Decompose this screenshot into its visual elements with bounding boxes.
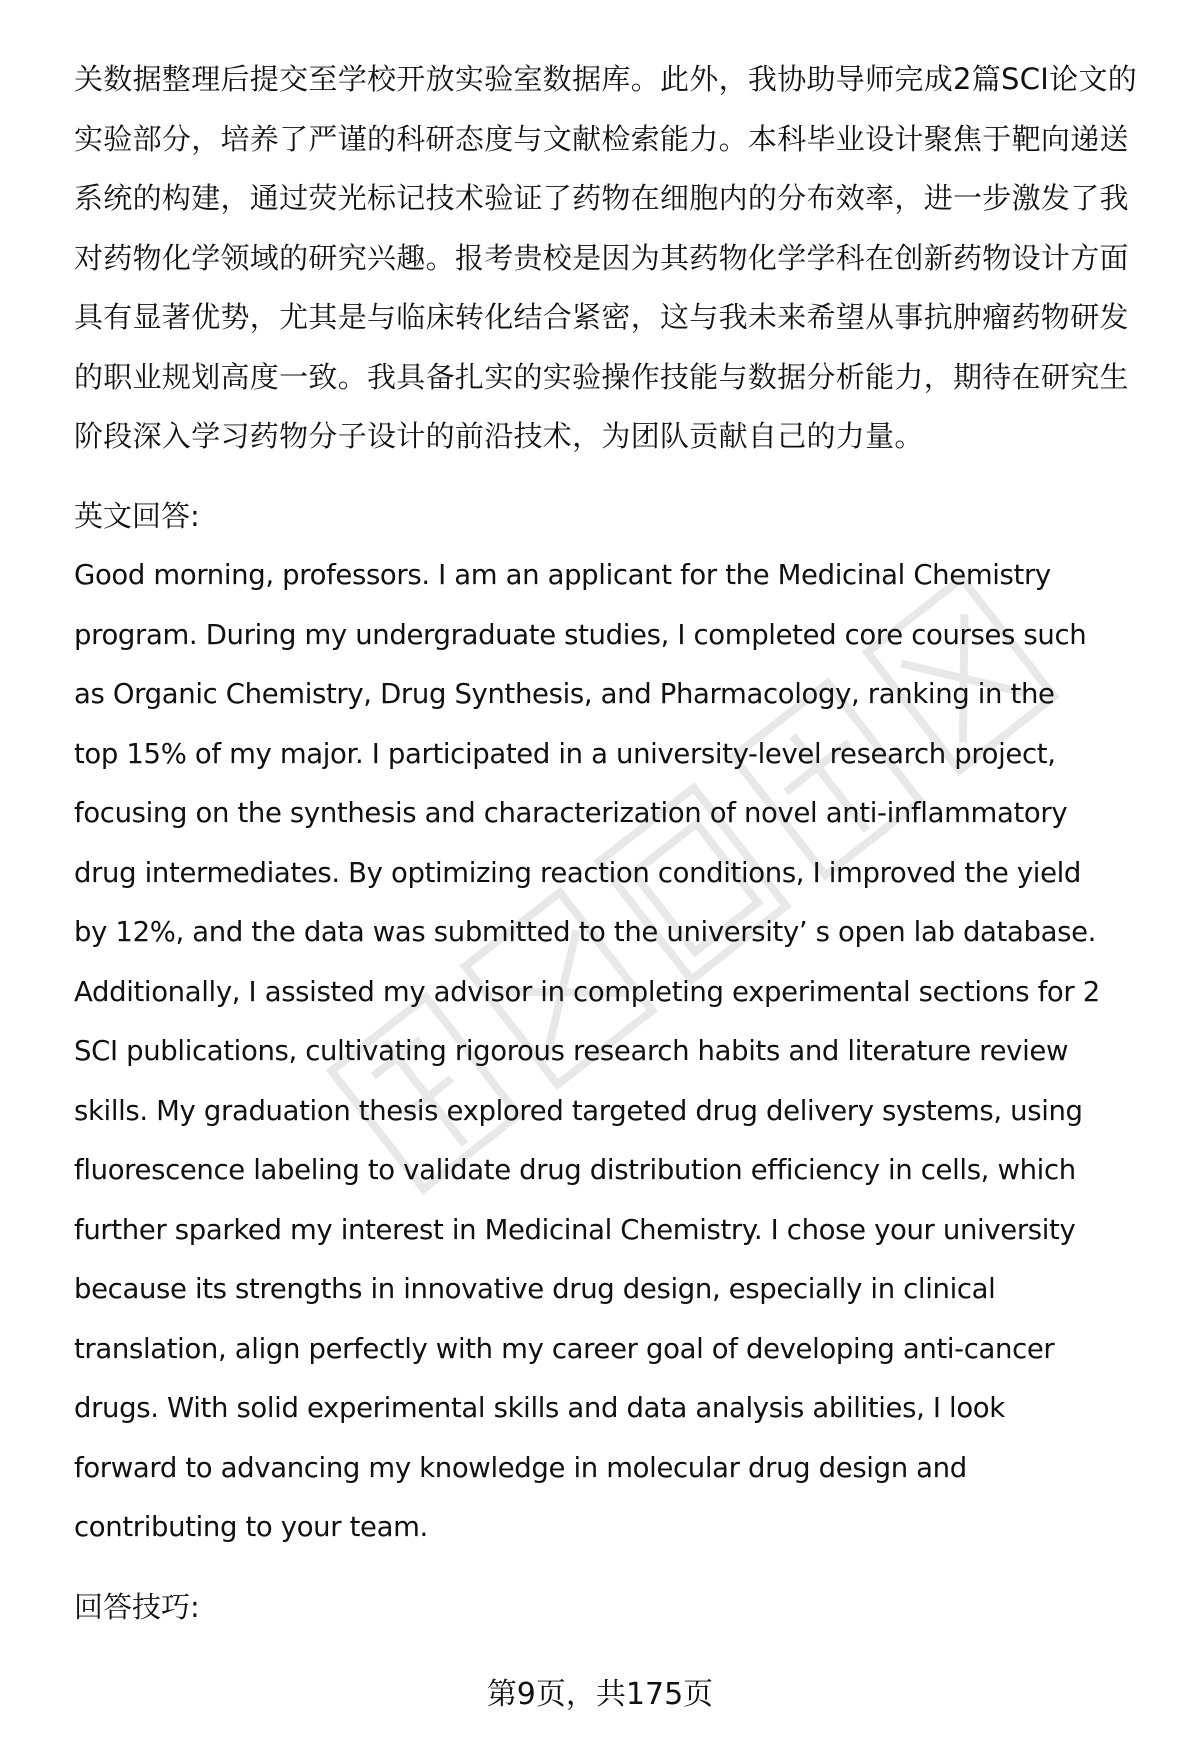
text-line: Good morning, professors. I am an applicant for the Medicinal Chemistry: [74, 559, 1051, 591]
chinese-paragraph: [74, 50, 1154, 467]
text-line: contributing to your team.: [74, 1511, 428, 1543]
text-line: program. During my undergraduate studies, I completed core courses such: [74, 618, 1087, 651]
text-line: 具有显著优势，尤其是与临床转化结合紧密，这与我未来希望从事抗肿瘤药物研发: [74, 300, 1129, 334]
english-answer-heading: 英文回答:: [74, 498, 200, 533]
text-line: 阶段深入学习药物分子设计的前沿技术，为团队贡献自己的力量。: [74, 419, 924, 453]
text-line: skills. My graduation thesis explored targeted drug delivery systems, using: [74, 1094, 1083, 1127]
answer-tips-heading: 回答技巧:: [74, 1589, 200, 1624]
text-line: 对药物化学领域的研究兴趣。报考贵校是因为其药物化学学科在创新药物设计方面: [74, 240, 1129, 275]
text-line: focusing on the synthesis and characterization of novel anti-inflammatory: [74, 797, 1068, 829]
text-line: by 12%, and the data was submitted to the university’ s open lab database.: [74, 916, 1097, 948]
text-line: further sparked my interest in Medicinal Chemistry. I chose your university: [74, 1213, 1076, 1246]
text-line: drug intermediates. By optimizing reaction conditions, I improved the yield: [74, 856, 1082, 889]
text-line: forward to advancing my knowledge in molecular drug design and: [74, 1451, 967, 1484]
text-line: 实验部分，培养了严谨的科研态度与文献检索能力。本科毕业设计聚焦于靶向递送: [74, 121, 1129, 156]
text-line: translation, align perfectly with my career goal of developing anti-cancer: [74, 1332, 1055, 1365]
text-line: drugs. With solid experimental skills and data analysis abilities, I look: [74, 1392, 1005, 1424]
page-number-footer: 第9页，共175页: [486, 1677, 714, 1712]
text-line: 系统的构建，通过荧光标记技术验证了药物在细胞内的分布效率，进一步激发了我: [74, 181, 1129, 215]
text-line: because its strengths in innovative drug design, especially in clinical: [74, 1273, 996, 1305]
text-line: 的职业规划高度一致。我具备扎实的实验操作技能与数据分析能力，期待在研究生: [74, 359, 1129, 394]
text-line: as Organic Chemistry, Drug Synthesis, and Pharmacology, ranking in the: [74, 678, 1055, 710]
text-line: SCI publications, cultivating rigorous research habits and literature review: [74, 1035, 1069, 1067]
text-line: Additionally, I assisted my advisor in completing experimental sections for 2: [74, 975, 1100, 1008]
text-line: fluorescence labeling to validate drug distribution efficiency in cells, which: [74, 1154, 1076, 1186]
english-paragraph: [74, 546, 1154, 1558]
text-line: 关数据整理后提交至学校开放实验室数据库。此外，我协助导师完成2篇SCI论文的: [74, 62, 1138, 96]
text-line: top 15% of my major. I participated in a university-level research project,: [74, 737, 1056, 770]
